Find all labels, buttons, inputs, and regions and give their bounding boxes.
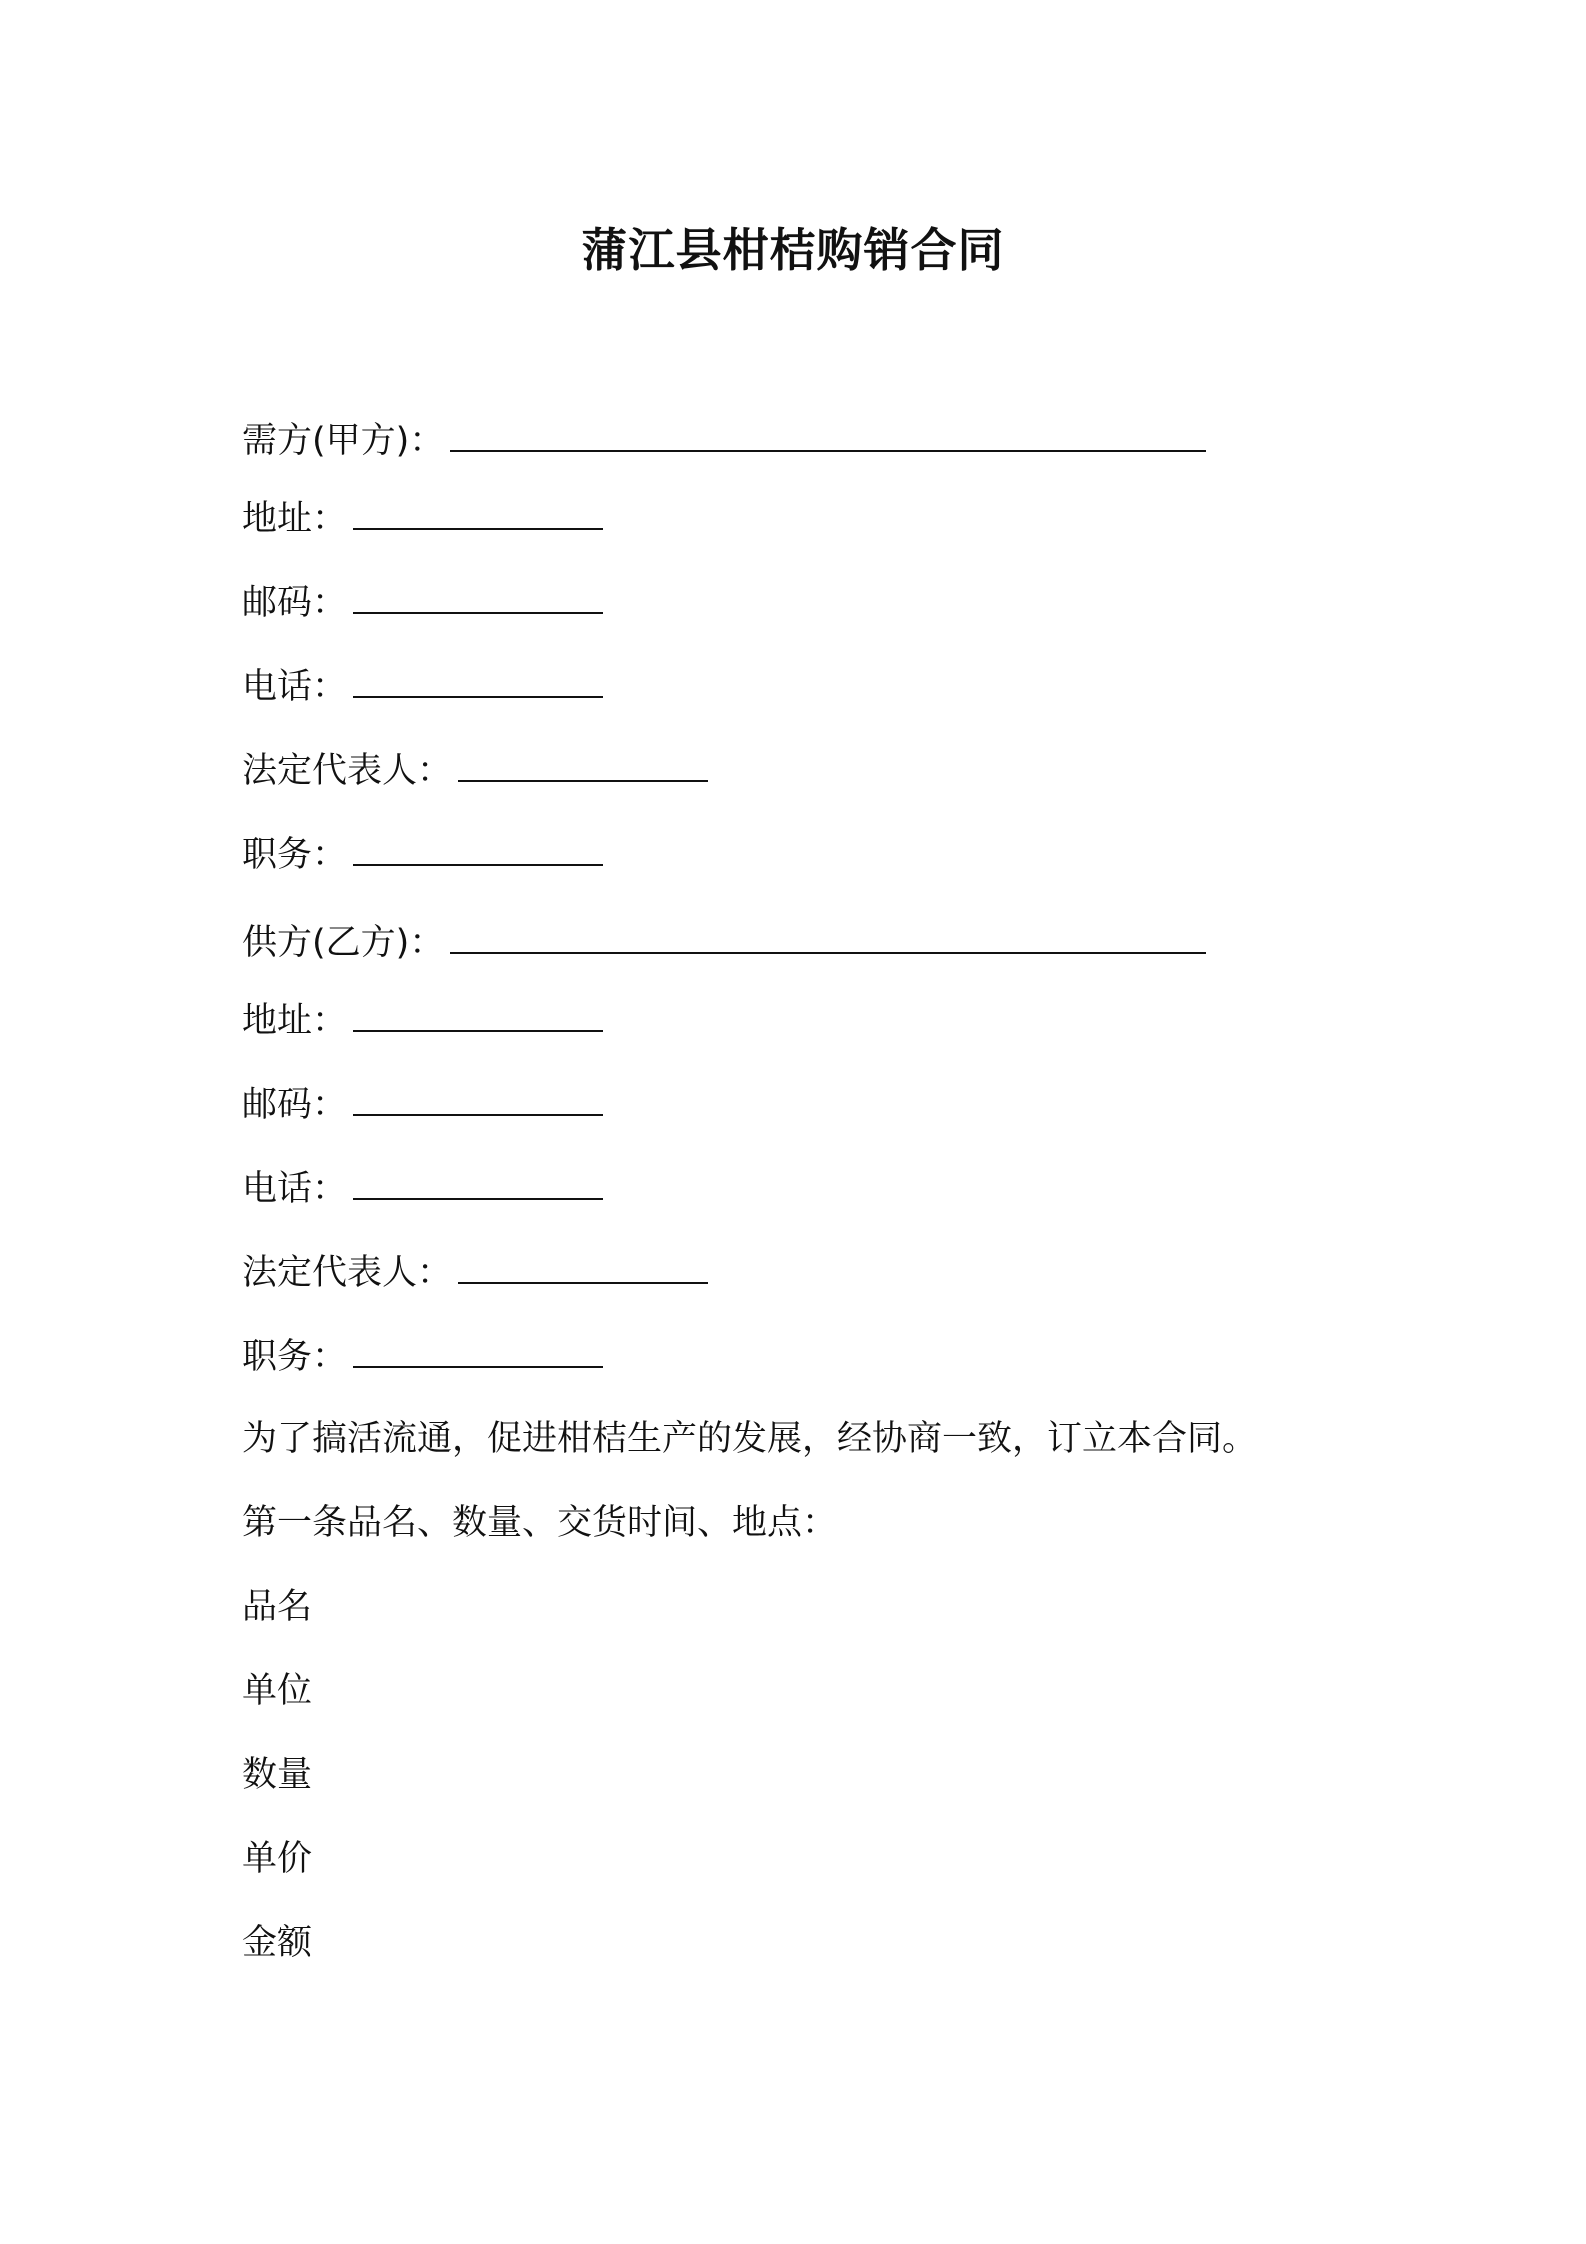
buyer-position-blank[interactable] [353,860,603,866]
article1-item-name: 品名 [242,1587,313,1627]
seller-phone-label: 电话： [242,1169,348,1209]
buyer-legal-rep-label: 法定代表人： [242,751,453,791]
seller-legal-rep-line [242,1250,708,1296]
seller-address-label: 地址： [242,1001,348,1041]
buyer-postcode-label: 邮码： [242,583,348,623]
buyer-address-blank[interactable] [353,524,603,530]
seller-postcode-blank[interactable] [353,1110,603,1116]
seller-address-blank[interactable] [353,1026,603,1032]
seller-postcode-label: 邮码： [242,1085,348,1125]
seller-legal-rep-label: 法定代表人： [242,1253,453,1293]
seller-party-blank[interactable] [450,948,1206,954]
buyer-address-line [242,496,603,542]
buyer-postcode-blank[interactable] [353,608,603,614]
seller-address-line [242,998,603,1044]
buyer-legal-rep-blank[interactable] [458,776,708,782]
buyer-legal-rep-line [242,748,708,794]
seller-position-label: 职务： [242,1337,348,1377]
seller-phone-blank[interactable] [353,1194,603,1200]
buyer-party-line [242,418,1206,464]
article1-item-quantity: 数量 [242,1755,313,1795]
seller-position-blank[interactable] [353,1362,603,1368]
buyer-party-label: 需方(甲方)： [242,421,445,461]
seller-legal-rep-blank[interactable] [458,1278,708,1284]
seller-party-line [242,920,1206,966]
seller-postcode-line [242,1082,603,1128]
buyer-phone-line [242,664,603,710]
buyer-position-label: 职务： [242,835,348,875]
preamble-paragraph: 为了搞活流通，促进柑桔生产的发展，经协商一致，订立本合同。 [242,1419,1258,1459]
buyer-party-blank[interactable] [450,446,1206,452]
seller-phone-line [242,1166,603,1212]
buyer-phone-label: 电话： [242,667,348,707]
buyer-address-label: 地址： [242,499,348,539]
article1-item-unit: 单位 [242,1671,313,1711]
article1-heading: 第一条品名、数量、交货时间、地点： [242,1503,838,1543]
article1-item-unit-price: 单价 [242,1839,313,1879]
article1-item-amount: 金额 [242,1923,313,1963]
buyer-position-line [242,832,603,878]
buyer-phone-blank[interactable] [353,692,603,698]
seller-position-line [242,1334,603,1380]
document-title: 蒲江县柑桔购销合同 [581,223,1005,277]
seller-party-label: 供方(乙方)： [242,923,445,963]
buyer-postcode-line [242,580,603,626]
